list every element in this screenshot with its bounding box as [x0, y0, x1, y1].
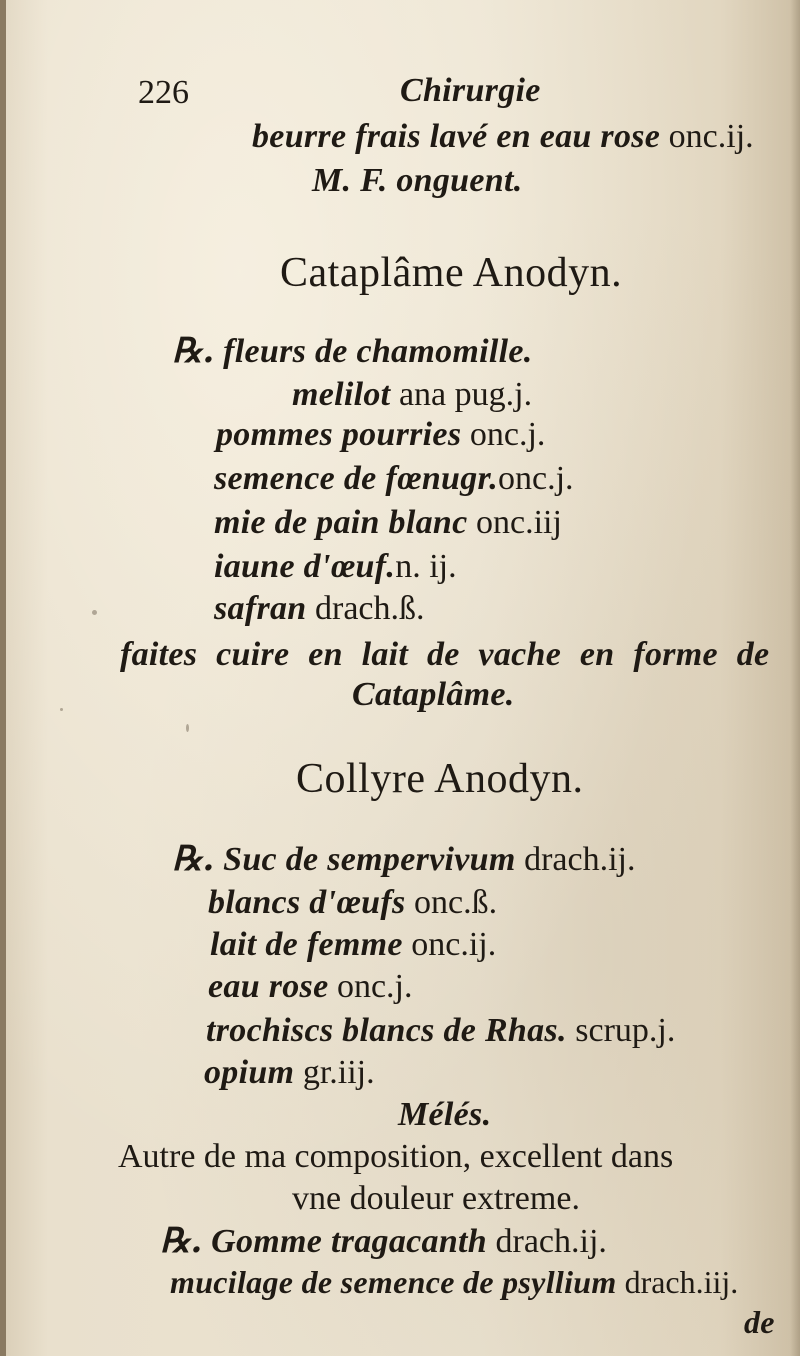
recipe-line-pommes: pommes pourries onc.j.: [216, 416, 546, 453]
page-speck: [92, 610, 97, 615]
recipe-line-semence: semence de fœnugr.onc.j.: [214, 460, 574, 497]
recipe-instruction-faites: faites cuire en lait de vache en forme de: [120, 636, 770, 673]
recipe-line-melilot: melilot ana pug.j.: [292, 376, 533, 413]
recipe-line-lait: lait de femme onc.ij.: [210, 926, 497, 963]
recipe-line-eau: eau rose onc.j.: [208, 968, 413, 1005]
recipe-symbol-icon: ℞.: [172, 839, 215, 879]
catchword: de: [744, 1304, 775, 1340]
recipe-line-opium: opium gr.iij.: [204, 1054, 375, 1091]
recipe-instruction-mf: M. F. onguent.: [312, 162, 523, 199]
recipe-symbol-icon: ℞.: [160, 1221, 203, 1261]
recipe-line-mucilage: mucilage de semence de psyllium drach.iij.: [170, 1264, 739, 1300]
recipe-instruction-meles: Mélés.: [398, 1096, 492, 1133]
page-outer-edge-shadow: [790, 0, 800, 1356]
recipe-line-fleurs: ℞. fleurs de chamomille.: [172, 331, 533, 371]
recipe-symbol-icon: ℞.: [172, 331, 215, 371]
section-heading-cataplasme: Cataplâme Anodyn.: [280, 250, 623, 296]
page-speck: [60, 708, 63, 711]
section-heading-collyre: Collyre Anodyn.: [296, 756, 584, 802]
page-speck: [186, 724, 189, 732]
recipe-line-suc: ℞. Suc de sempervivum drach.ij.: [172, 839, 636, 879]
recipe-line-iaune: iaune d'œuf.n. ij.: [214, 548, 457, 585]
paragraph-vne: vne douleur extreme.: [292, 1180, 580, 1217]
page-number: 226: [138, 74, 189, 111]
paragraph-autre: Autre de ma composition, excellent dans: [118, 1138, 674, 1175]
page-spine-edge: [0, 0, 6, 1356]
running-title: Chirurgie: [400, 72, 541, 109]
recipe-line-trochiscs: trochiscs blancs de Rhas. scrup.j.: [206, 1012, 676, 1049]
recipe-line-safran: safran drach.ß.: [214, 590, 425, 627]
recipe-line-beurre: beurre frais lavé en eau rose onc.ij.: [252, 118, 754, 155]
recipe-line-mie: mie de pain blanc onc.iij: [214, 504, 562, 541]
recipe-line-gomme: ℞. Gomme tragacanth drach.ij.: [160, 1221, 607, 1261]
recipe-line-blancs: blancs d'œufs onc.ß.: [208, 884, 498, 921]
recipe-instruction-cataplame: Cataplâme.: [352, 676, 515, 713]
